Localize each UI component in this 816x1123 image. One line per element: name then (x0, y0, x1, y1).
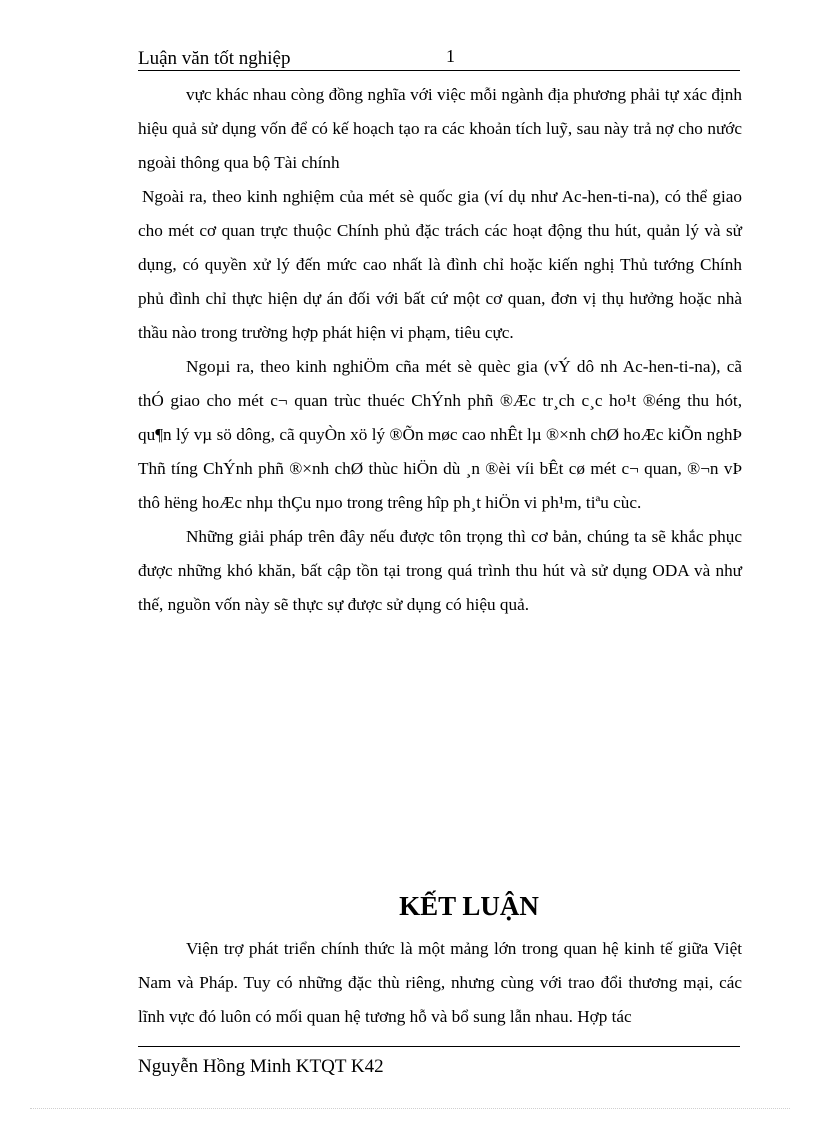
footer-author: Nguyễn Hồng Minh KTQT K42 (138, 1056, 384, 1077)
conclusion-heading: KẾT LUẬN (399, 891, 539, 921)
page-number: 1 (446, 46, 455, 66)
page-bottom-border (30, 1108, 790, 1109)
conclusion-text (138, 932, 742, 1034)
paragraph-experience: Ngoài ra, theo kinh nghiệm của mét sè quốc gia (ví dụ như Ac-hen-ti-na), có thể giao cho mét cơ quan trực thuộc Chính phủ đặc trách các hoạt động thu hút, quản lý và sử dụng, có quyền xử lý đến mức cao nhất là đình chỉ hoặc kiến nghị Thủ tướng Chính phủ đình chỉ thực hiện dự án đối với bất cứ một cơ quan, đơn vị thụ hưởng hoặc nhà thầu nào trong trường hợp phát hiện vi phạm, tiêu cực. (138, 187, 742, 342)
page-header (138, 44, 740, 71)
paragraph-conclusion: Viện trợ phát triển chính thức là một mảng lớn trong quan hệ kinh tế giữa Việt Nam và Pháp. Tuy có những đặc thù riêng, nhưng cùng với trao đổi thương mại, các lĩnh vực đó luôn có mối quan hệ tương hỗ và bổ sung lẫn nhau. Hợp tác (138, 939, 742, 1026)
paragraph-solutions: Những giải pháp trên đây nếu được tôn trọng thì cơ bản, chúng ta sẽ khắc phục được những khó khăn, bất cập tồn tại trong quá trình thu hút và sử dụng ODA và như thế, nguồn vốn này sẽ thực sự được sử dụng có hiệu quả. (138, 527, 742, 614)
paragraph-continuation: vực khác nhau còng đồng nghĩa với việc mỗi ngành địa phương phải tự xác định hiệu quả sử dụng vốn để có kế hoạch tạo ra các khoản tích luỹ, sau này trả nợ cho nước ngoài thông qua bộ Tài chính (138, 85, 742, 172)
header-title: Luận văn tốt nghiệp (138, 48, 291, 69)
paragraph-garbled-encoding: Ngoµi ra, theo kinh nghiÖm cña mét sè quèc gia (vÝ dô nh Ac-hen-ti-na), cã thÓ giao cho mét c¬ quan trùc thuéc ChÝnh phñ ®Æc tr¸ch c¸c ho¹t ®éng thu hót, qu¶n lý vµ sö dông, cã quyÒn xö lý ®Õn møc cao nhÊt lµ ®×nh chØ hoÆc kiÕn nghÞ Thñ tíng ChÝnh phñ ®×nh chØ thùc hiÖn dù ¸n ®èi víi bÊt cø mét c¬ quan, ®¬n vÞ thô hëng hoÆc nhµ thÇu nµo trong trêng hîp ph¸t hiÖn vi ph¹m, tiªu cùc. (138, 357, 742, 512)
body-text (138, 78, 742, 622)
page-footer (138, 1046, 740, 1077)
